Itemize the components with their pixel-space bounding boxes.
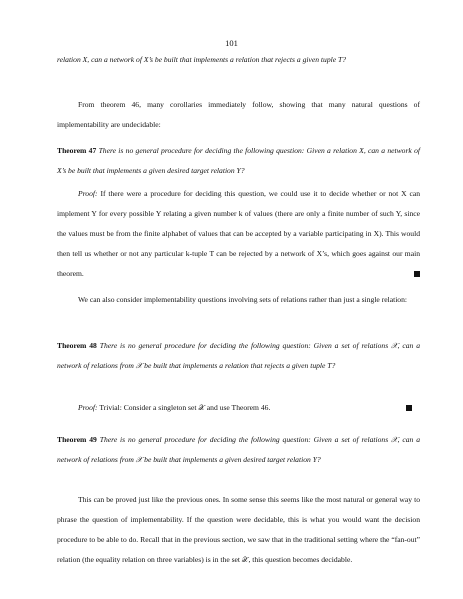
- sets-of-relations-paragraph: [57, 290, 420, 310]
- proof-47-body: [57, 184, 420, 284]
- theorem-49-body: [57, 430, 420, 470]
- theorem-48-label: Theorem 48: [57, 341, 97, 350]
- continued-theorem-fragment: [57, 50, 420, 70]
- proof-47-text: If there were a procedure for deciding this question, we could use it to decide whether or not X can implement Y for every possible Y relating a given number k of values (there are only a finite number of such Y, since the values must be from the finite alphabet of values that can be accepted by a variable participating in X). This would then tell us whether or not any particular k-tuple T can be rejected by a network of X’s, which goes against our main theorem.: [57, 189, 421, 278]
- proof-48-body: [57, 398, 420, 418]
- continued-theorem-text: relation X, can a network of X’s be built that implements a relation that rejects a given tuple T?: [57, 55, 347, 64]
- theorem-48-statement: There is no general procedure for deciding the following question: Given a set of relations 𝒳, can a network of relations from 𝒳 be built that implements a relation that rejects a given tuple T?: [57, 341, 420, 370]
- sets-of-relations-text: We can also consider implementability questions involving sets of relations rather than just a single relation:: [78, 295, 408, 304]
- page-number: 101: [225, 38, 238, 48]
- qed-square-icon: [414, 271, 420, 277]
- proof-48-label: Proof:: [78, 403, 98, 412]
- closing-paragraph: [57, 490, 420, 570]
- theorem-49: [57, 430, 420, 470]
- qed-square-icon: [406, 405, 412, 411]
- theorem-47-label: Theorem 47: [57, 146, 97, 155]
- closing-paragraph-text: This can be proved just like the previous ones. In some sense this seems like the most natural or general way to phrase the question of implementability. If the question were decidable, this is what you would want the decision procedure to be able to do. Recall that in the previous section, we saw that in the traditional setting where the “fan-out” relation (the equality relation on three variables) is in the set 𝒳, this question becomes decidable.: [57, 495, 420, 564]
- corollaries-intro-text: From theorem 46, many corollaries immediately follow, showing that many natural questions of implementability are undecidable:: [57, 100, 420, 129]
- theorem-47-statement: There is no general procedure for deciding the following question: Given a relation X, can a network of X’s be built that implements a given desired target relation Y?: [57, 146, 421, 175]
- proof-47: [57, 184, 420, 284]
- theorem-49-statement: There is no general procedure for deciding the following question: Given a set of relations 𝒳, can a network of relations from 𝒳 be built that implements a given desired target relation Y?: [57, 435, 420, 464]
- proof-48-text: Trivial: Consider a singleton set 𝒳 and use Theorem 46.: [99, 403, 271, 412]
- theorem-49-label: Theorem 49: [57, 435, 97, 444]
- theorem-47-body: [57, 141, 420, 181]
- proof-47-label: Proof:: [78, 189, 98, 198]
- theorem-48: [57, 336, 420, 376]
- theorem-48-body: [57, 336, 420, 376]
- proof-48: [57, 398, 420, 418]
- theorem-47: [57, 141, 420, 181]
- corollaries-intro-paragraph: [57, 95, 420, 135]
